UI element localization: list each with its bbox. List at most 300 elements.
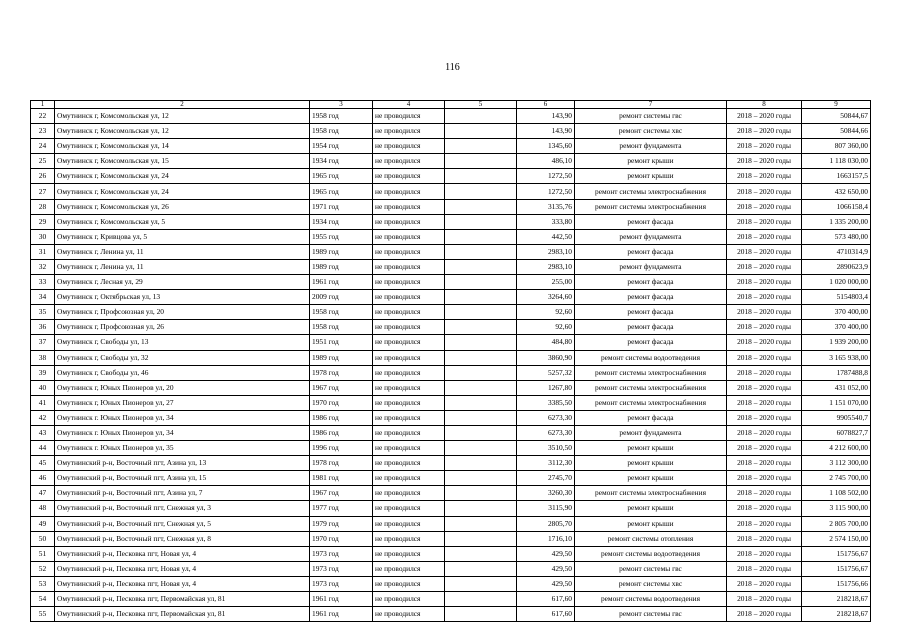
work-type-cell: ремонт системы электроснабжения (575, 365, 727, 380)
status-cell: не проводился (373, 124, 445, 139)
cost-cell: 807 360,00 (802, 139, 871, 154)
table-row (31, 335, 871, 350)
empty-cell (445, 335, 517, 350)
empty-cell (445, 305, 517, 320)
cost-cell: 218218,67 (802, 607, 871, 622)
work-type-cell: ремонт фасада (575, 305, 727, 320)
table-row (31, 305, 871, 320)
status-cell: не проводился (373, 169, 445, 184)
work-type-cell: ремонт системы электроснабжения (575, 395, 727, 410)
work-type-cell: ремонт системы водоотведения (575, 546, 727, 561)
row-number: 55 (31, 607, 55, 622)
year-cell: 1958 год (310, 109, 373, 124)
row-number: 43 (31, 425, 55, 440)
address-cell: Омутнинск г, Комсомольская ул, 26 (55, 199, 310, 214)
area-cell: 5257,32 (517, 365, 575, 380)
row-number: 31 (31, 244, 55, 259)
cost-cell: 3 115 900,00 (802, 501, 871, 516)
address-cell: Омутнинск г, Комсомольская ул, 24 (55, 184, 310, 199)
year-cell: 1958 год (310, 124, 373, 139)
period-cell: 2018 – 2020 годы (727, 275, 802, 290)
year-cell: 1967 год (310, 380, 373, 395)
status-cell: не проводился (373, 365, 445, 380)
status-cell: не проводился (373, 531, 445, 546)
period-cell: 2018 – 2020 годы (727, 516, 802, 531)
year-cell: 1981 год (310, 471, 373, 486)
empty-cell (445, 154, 517, 169)
cost-cell: 2 805 700,00 (802, 516, 871, 531)
work-type-cell: ремонт крыши (575, 169, 727, 184)
status-cell: не проводился (373, 592, 445, 607)
table-row (31, 214, 871, 229)
work-type-cell: ремонт фасада (575, 214, 727, 229)
row-number: 26 (31, 169, 55, 184)
year-cell: 1973 год (310, 561, 373, 576)
work-type-cell: ремонт системы водоотведения (575, 592, 727, 607)
address-cell: Омутнинский р-н, Песковка пгт, Первомайская ул, 81 (55, 607, 310, 622)
empty-cell (445, 471, 517, 486)
address-cell: Омутнинск г, Октябрьская ул, 13 (55, 290, 310, 305)
empty-cell (445, 365, 517, 380)
area-cell: 1716,10 (517, 531, 575, 546)
empty-cell (445, 259, 517, 274)
status-cell: не проводился (373, 244, 445, 259)
period-cell: 2018 – 2020 годы (727, 486, 802, 501)
address-cell: Омутнинск г, Свободы ул, 13 (55, 335, 310, 350)
table-row (31, 531, 871, 546)
area-cell: 92,60 (517, 320, 575, 335)
cost-cell: 151756,67 (802, 546, 871, 561)
row-number: 44 (31, 441, 55, 456)
address-cell: Омутнинск г, Комсомольская ул, 15 (55, 154, 310, 169)
cost-cell: 1 108 502,00 (802, 486, 871, 501)
table-row (31, 109, 871, 124)
period-cell: 2018 – 2020 годы (727, 425, 802, 440)
table-row (31, 501, 871, 516)
year-cell: 1965 год (310, 184, 373, 199)
empty-cell (445, 199, 517, 214)
address-cell: Омутнинский р-н, Восточный пгт, Азина ул, 13 (55, 456, 310, 471)
address-cell: Омутнинский р-н, Песковка пгт, Первомайская ул, 81 (55, 592, 310, 607)
period-cell: 2018 – 2020 годы (727, 365, 802, 380)
status-cell: не проводился (373, 139, 445, 154)
status-cell: не проводился (373, 380, 445, 395)
period-cell: 2018 – 2020 годы (727, 607, 802, 622)
status-cell: не проводился (373, 320, 445, 335)
cost-cell: 3 112 300,00 (802, 456, 871, 471)
status-cell: не проводился (373, 154, 445, 169)
year-cell: 1986 год (310, 410, 373, 425)
status-cell: не проводился (373, 214, 445, 229)
work-type-cell: ремонт фундамента (575, 259, 727, 274)
cost-cell: 151756,66 (802, 576, 871, 591)
area-cell: 429,50 (517, 546, 575, 561)
year-cell: 1970 год (310, 531, 373, 546)
year-cell: 1989 год (310, 259, 373, 274)
empty-cell (445, 184, 517, 199)
column-header: 2 (55, 101, 310, 109)
table-row (31, 259, 871, 274)
row-number: 35 (31, 305, 55, 320)
cost-cell: 431 052,00 (802, 380, 871, 395)
address-cell: Омутнинск г, Юных Пионеров ул, 20 (55, 380, 310, 395)
area-cell: 484,80 (517, 335, 575, 350)
empty-cell (445, 561, 517, 576)
period-cell: 2018 – 2020 годы (727, 410, 802, 425)
year-cell: 1958 год (310, 305, 373, 320)
area-cell: 3135,76 (517, 199, 575, 214)
table-row (31, 199, 871, 214)
period-cell: 2018 – 2020 годы (727, 320, 802, 335)
period-cell: 2018 – 2020 годы (727, 244, 802, 259)
cost-cell: 50844,67 (802, 109, 871, 124)
table-row (31, 395, 871, 410)
table-row (31, 229, 871, 244)
table-row (31, 380, 871, 395)
row-number: 25 (31, 154, 55, 169)
address-cell: Омутнинск г, Ленина ул, 11 (55, 244, 310, 259)
status-cell: не проводился (373, 425, 445, 440)
cost-cell: 1 118 030,00 (802, 154, 871, 169)
area-cell: 3510,50 (517, 441, 575, 456)
year-cell: 1934 год (310, 214, 373, 229)
table-row (31, 607, 871, 622)
empty-cell (445, 290, 517, 305)
year-cell: 1973 год (310, 576, 373, 591)
status-cell: не проводился (373, 335, 445, 350)
period-cell: 2018 – 2020 годы (727, 561, 802, 576)
row-number: 46 (31, 471, 55, 486)
cost-cell: 1 020 000,00 (802, 275, 871, 290)
period-cell: 2018 – 2020 годы (727, 350, 802, 365)
period-cell: 2018 – 2020 годы (727, 229, 802, 244)
empty-cell (445, 516, 517, 531)
address-cell: Омутнинский р-н, Песковка пгт, Новая ул, 4 (55, 576, 310, 591)
work-type-cell: ремонт крыши (575, 456, 727, 471)
work-type-cell: ремонт фасада (575, 335, 727, 350)
row-number: 29 (31, 214, 55, 229)
period-cell: 2018 – 2020 годы (727, 290, 802, 305)
cost-cell: 2 745 700,00 (802, 471, 871, 486)
period-cell: 2018 – 2020 годы (727, 576, 802, 591)
row-number: 47 (31, 486, 55, 501)
cost-cell: 6078827,7 (802, 425, 871, 440)
cost-cell: 1787488,8 (802, 365, 871, 380)
cost-cell: 1 335 200,00 (802, 214, 871, 229)
work-type-cell: ремонт крыши (575, 516, 727, 531)
area-cell: 333,80 (517, 214, 575, 229)
year-cell: 1951 год (310, 335, 373, 350)
cost-cell: 573 480,00 (802, 229, 871, 244)
status-cell: не проводился (373, 576, 445, 591)
address-cell: Омутнинский р-н, Восточный пгт, Снежная ул, 3 (55, 501, 310, 516)
empty-cell (445, 139, 517, 154)
status-cell: не проводился (373, 501, 445, 516)
table-row (31, 244, 871, 259)
status-cell: не проводился (373, 229, 445, 244)
empty-cell (445, 395, 517, 410)
table-row (31, 425, 871, 440)
address-cell: Омутнинск г, Комсомольская ул, 5 (55, 214, 310, 229)
period-cell: 2018 – 2020 годы (727, 154, 802, 169)
cost-cell: 2 574 150,00 (802, 531, 871, 546)
row-number: 39 (31, 365, 55, 380)
address-cell: Омутнинск г, Комсомольская ул, 12 (55, 109, 310, 124)
year-cell: 1967 год (310, 486, 373, 501)
work-type-cell: ремонт системы отопления (575, 531, 727, 546)
area-cell: 255,00 (517, 275, 575, 290)
row-number: 28 (31, 199, 55, 214)
table-row (31, 516, 871, 531)
area-cell: 1272,50 (517, 184, 575, 199)
column-header: 9 (802, 101, 871, 109)
row-number: 41 (31, 395, 55, 410)
row-number: 53 (31, 576, 55, 591)
area-cell: 617,60 (517, 592, 575, 607)
column-header: 1 (31, 101, 55, 109)
cost-cell: 432 650,00 (802, 184, 871, 199)
column-header: 7 (575, 101, 727, 109)
area-cell: 3260,30 (517, 486, 575, 501)
period-cell: 2018 – 2020 годы (727, 335, 802, 350)
cost-cell: 370 400,00 (802, 320, 871, 335)
table-row (31, 456, 871, 471)
address-cell: Омутнинск г, Свободы ул, 46 (55, 365, 310, 380)
empty-cell (445, 214, 517, 229)
status-cell: не проводился (373, 516, 445, 531)
table-row (31, 320, 871, 335)
status-cell: не проводился (373, 486, 445, 501)
empty-cell (445, 350, 517, 365)
cost-cell: 151756,67 (802, 561, 871, 576)
row-number: 40 (31, 380, 55, 395)
work-type-cell: ремонт фасада (575, 275, 727, 290)
table-row (31, 275, 871, 290)
table-row (31, 576, 871, 591)
area-cell: 2745,70 (517, 471, 575, 486)
work-type-cell: ремонт фундамента (575, 425, 727, 440)
area-cell: 3112,30 (517, 456, 575, 471)
row-number: 30 (31, 229, 55, 244)
year-cell: 1958 год (310, 320, 373, 335)
area-cell: 3264,60 (517, 290, 575, 305)
table-row (31, 124, 871, 139)
area-cell: 92,60 (517, 305, 575, 320)
cost-cell: 1066158,4 (802, 199, 871, 214)
address-cell: Омутнинск г, Ленина ул, 11 (55, 259, 310, 274)
work-type-cell: ремонт фундамента (575, 229, 727, 244)
work-type-cell: ремонт системы электроснабжения (575, 184, 727, 199)
empty-cell (445, 244, 517, 259)
year-cell: 1979 год (310, 516, 373, 531)
address-cell: Омутнинский р-н, Песковка пгт, Новая ул, 4 (55, 561, 310, 576)
work-type-cell: ремонт системы гвс (575, 607, 727, 622)
address-cell: Омутнинский р-н, Песковка пгт, Новая ул, 4 (55, 546, 310, 561)
work-type-cell: ремонт системы хвс (575, 124, 727, 139)
empty-cell (445, 592, 517, 607)
column-header: 4 (373, 101, 445, 109)
table-row (31, 290, 871, 305)
empty-cell (445, 441, 517, 456)
table-row (31, 365, 871, 380)
area-cell: 143,90 (517, 124, 575, 139)
area-cell: 6273,30 (517, 425, 575, 440)
status-cell: не проводился (373, 456, 445, 471)
cost-cell: 1 939 200,00 (802, 335, 871, 350)
row-number: 52 (31, 561, 55, 576)
row-number: 54 (31, 592, 55, 607)
period-cell: 2018 – 2020 годы (727, 259, 802, 274)
area-cell: 486,10 (517, 154, 575, 169)
area-cell: 1345,60 (517, 139, 575, 154)
table-row (31, 561, 871, 576)
period-cell: 2018 – 2020 годы (727, 109, 802, 124)
address-cell: Омутнинский р-н, Восточный пгт, Азина ул, 7 (55, 486, 310, 501)
empty-cell (445, 546, 517, 561)
area-cell: 2983,10 (517, 259, 575, 274)
work-type-cell: ремонт фасада (575, 290, 727, 305)
row-number: 45 (31, 456, 55, 471)
area-cell: 3115,90 (517, 501, 575, 516)
address-cell: Омутнинск г, Комсомольская ул, 24 (55, 169, 310, 184)
row-number: 34 (31, 290, 55, 305)
table-row (31, 471, 871, 486)
area-cell: 3385,50 (517, 395, 575, 410)
period-cell: 2018 – 2020 годы (727, 199, 802, 214)
year-cell: 1970 год (310, 395, 373, 410)
address-cell: Омутнинск г, Профсоюзная ул, 26 (55, 320, 310, 335)
status-cell: не проводился (373, 275, 445, 290)
period-cell: 2018 – 2020 годы (727, 395, 802, 410)
address-cell: Омутнинский р-н, Восточный пгт, Азина ул, 15 (55, 471, 310, 486)
header-row (31, 101, 871, 109)
column-header: 8 (727, 101, 802, 109)
empty-cell (445, 320, 517, 335)
year-cell: 1955 год (310, 229, 373, 244)
cost-cell: 370 400,00 (802, 305, 871, 320)
empty-cell (445, 124, 517, 139)
work-type-cell: ремонт системы хвс (575, 576, 727, 591)
row-number: 38 (31, 350, 55, 365)
empty-cell (445, 410, 517, 425)
area-cell: 2805,70 (517, 516, 575, 531)
address-cell: Омутнинск г, Свободы ул, 32 (55, 350, 310, 365)
year-cell: 1961 год (310, 592, 373, 607)
area-cell: 1272,50 (517, 169, 575, 184)
row-number: 32 (31, 259, 55, 274)
cost-cell: 1 151 070,00 (802, 395, 871, 410)
empty-cell (445, 109, 517, 124)
period-cell: 2018 – 2020 годы (727, 380, 802, 395)
column-header: 6 (517, 101, 575, 109)
address-cell: Омутнинск г. Юных Пионеров ул, 35 (55, 441, 310, 456)
column-header: 5 (445, 101, 517, 109)
address-cell: Омутнинск г, Кривцова ул, 5 (55, 229, 310, 244)
year-cell: 1978 год (310, 365, 373, 380)
year-cell: 1977 год (310, 501, 373, 516)
area-cell: 143,90 (517, 109, 575, 124)
year-cell: 1971 год (310, 199, 373, 214)
cost-cell: 1663157,5 (802, 169, 871, 184)
row-number: 48 (31, 501, 55, 516)
year-cell: 1996 год (310, 441, 373, 456)
work-type-cell: ремонт системы водоотведения (575, 350, 727, 365)
empty-cell (445, 380, 517, 395)
address-cell: Омутнинский р-н, Восточный пгт, Снежная ул, 5 (55, 516, 310, 531)
empty-cell (445, 486, 517, 501)
row-number: 42 (31, 410, 55, 425)
period-cell: 2018 – 2020 годы (727, 305, 802, 320)
cost-cell: 9905540,7 (802, 410, 871, 425)
empty-cell (445, 531, 517, 546)
cost-cell: 2890623,9 (802, 259, 871, 274)
empty-cell (445, 229, 517, 244)
address-cell: Омутнинск г, Комсомольская ул, 12 (55, 124, 310, 139)
year-cell: 1961 год (310, 607, 373, 622)
status-cell: не проводился (373, 259, 445, 274)
status-cell: не проводился (373, 561, 445, 576)
year-cell: 1961 год (310, 275, 373, 290)
status-cell: не проводился (373, 109, 445, 124)
empty-cell (445, 425, 517, 440)
work-type-cell: ремонт системы электроснабжения (575, 199, 727, 214)
row-number: 37 (31, 335, 55, 350)
empty-cell (445, 456, 517, 471)
year-cell: 1986 год (310, 425, 373, 440)
year-cell: 1989 год (310, 244, 373, 259)
period-cell: 2018 – 2020 годы (727, 184, 802, 199)
cost-cell: 50844,66 (802, 124, 871, 139)
year-cell: 1989 год (310, 350, 373, 365)
status-cell: не проводился (373, 199, 445, 214)
work-type-cell: ремонт фундамента (575, 139, 727, 154)
address-cell: Омутнинск г, Профсоюзная ул, 20 (55, 305, 310, 320)
page-number: 116 (445, 62, 460, 73)
column-header: 3 (310, 101, 373, 109)
row-number: 24 (31, 139, 55, 154)
work-type-cell: ремонт крыши (575, 441, 727, 456)
table-row (31, 350, 871, 365)
row-number: 36 (31, 320, 55, 335)
year-cell: 1978 год (310, 456, 373, 471)
period-cell: 2018 – 2020 годы (727, 169, 802, 184)
period-cell: 2018 – 2020 годы (727, 139, 802, 154)
year-cell: 1934 год (310, 154, 373, 169)
table-body (31, 109, 871, 622)
work-type-cell: ремонт фасада (575, 320, 727, 335)
work-type-cell: ремонт системы гвс (575, 561, 727, 576)
table-row (31, 184, 871, 199)
address-cell: Омутнинск г, Лесная ул, 29 (55, 275, 310, 290)
area-cell: 429,50 (517, 576, 575, 591)
area-cell: 442,50 (517, 229, 575, 244)
empty-cell (445, 169, 517, 184)
address-cell: Омутнинск г. Юных Пионеров ул, 34 (55, 410, 310, 425)
work-type-cell: ремонт системы гвс (575, 109, 727, 124)
empty-cell (445, 275, 517, 290)
work-type-cell: ремонт фасада (575, 410, 727, 425)
address-cell: Омутнинск г. Юных Пионеров ул, 34 (55, 425, 310, 440)
empty-cell (445, 607, 517, 622)
row-number: 49 (31, 516, 55, 531)
work-type-cell: ремонт системы электроснабжения (575, 380, 727, 395)
year-cell: 1954 год (310, 139, 373, 154)
cost-cell: 3 165 938,00 (802, 350, 871, 365)
work-type-cell: ремонт крыши (575, 501, 727, 516)
status-cell: не проводился (373, 395, 445, 410)
period-cell: 2018 – 2020 годы (727, 501, 802, 516)
work-type-cell: ремонт крыши (575, 154, 727, 169)
